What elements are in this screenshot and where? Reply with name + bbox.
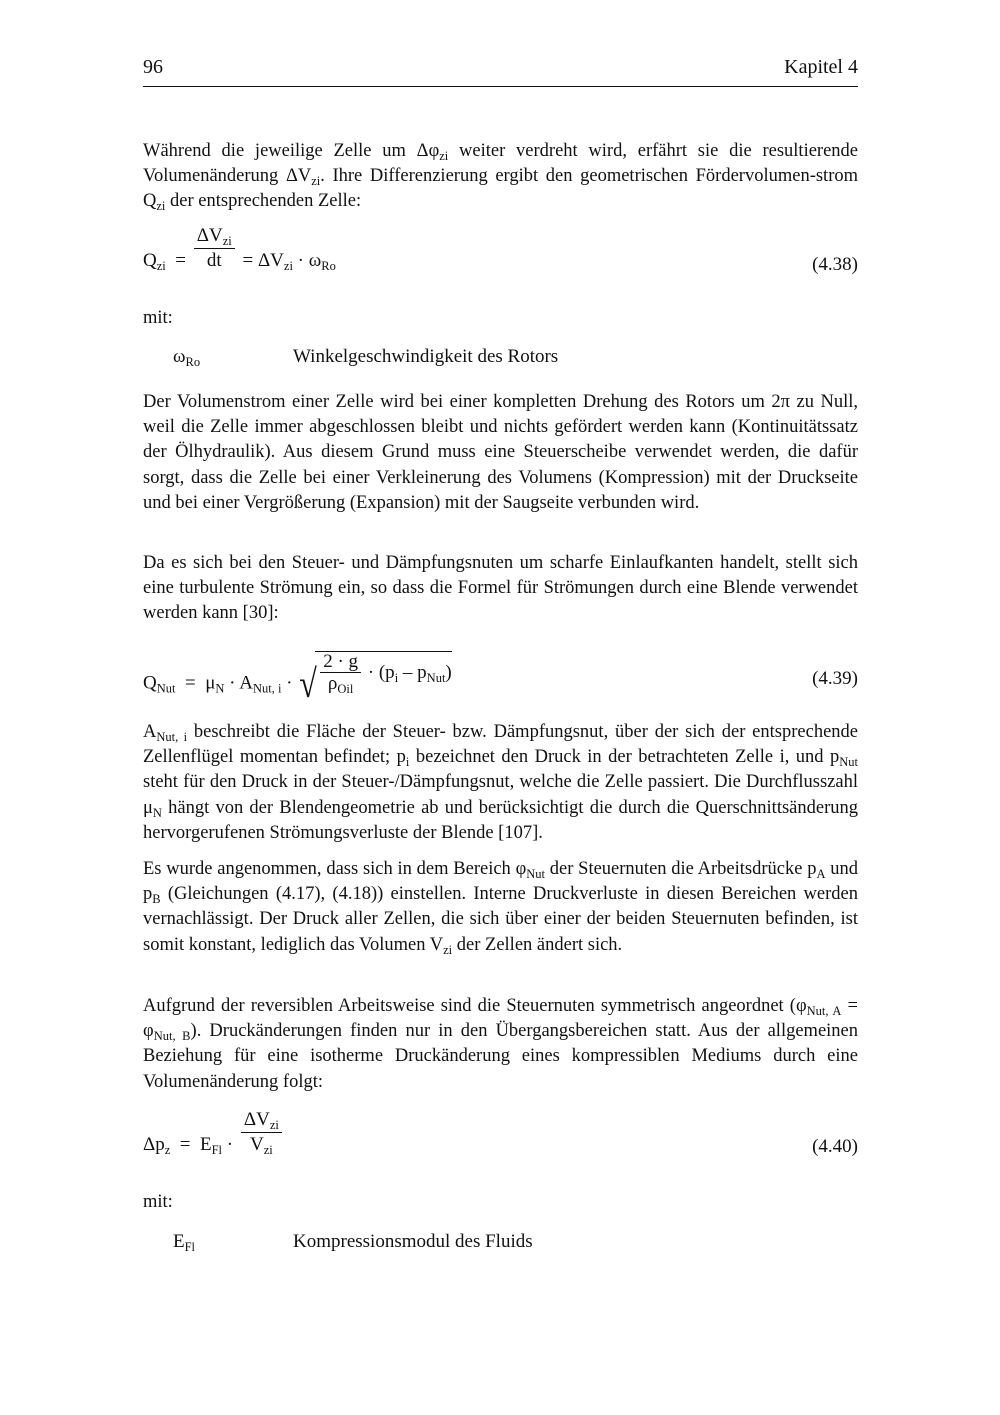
paragraph-5: Es wurde angenommen, dass sich in dem Bereich $\varphi_{Nut}$ der Steuernuten die Arbeitsdrücke $p_A$ und $p_B$ (Gleichungen (4.17), (4.18)) einstellen. Interne Druckverluste in diesen Bereichen werden vernachlässigt. Der Druck aller Zellen, die sich über einer der beiden Steuernuten befinden, ist somit konstant, lediglich das Volumen $V_{zi}$ der Zellen ändert sich.	[143, 859, 858, 957]
symbol-e-fl: $E_{Fl}$	[173, 1231, 196, 1254]
symbol-omega-ro: $\omega_{Ro}$	[173, 346, 201, 369]
paragraph-1: Während die jeweilige Zelle um $\Delta\varphi_{zi}$ weiter verdreht wird, erfährt sie die resultierende Volumenänderung $\Delta V_{zi}$. Ihre Differenzierung ergibt den geometrischen Fördervolumen-strom $Q_{zi}$ der entsprechenden Zelle:	[143, 141, 859, 214]
fraction: $\frac{\Delta V_{zi}}{dt}$	[194, 224, 235, 273]
equation-number: (4.38)	[812, 254, 858, 275]
fraction: $\frac{\Delta V_{zi}}{V_{zi}}$	[241, 1108, 282, 1157]
symbol-description: Kompressionsmodul des Fluids	[293, 1231, 533, 1252]
equation-4-39: $Q_{Nut} = \mu_N \cdot A_{Nut, i}$ · √ $\frac{2 \cdot g}{\rho_{Oil}}$ · $(p_i - p_{Nut})$ (4.39)	[143, 651, 858, 706]
paragraph-4: $A_{Nut, i}$ beschreibt die Fläche der Steuer- bzw. Dämpfungsnut, über der sich der entsprechende Zellenflügel momentan befindet; $p_i$ bezeichnet den Druck in der betrachteten Zelle i, und $p_{Nut}$ steht für den Druck in der Steuer-/Dämpfungsnut, welche die Zelle passiert. Die Durchflusszahl $\mu_N$ hängt von der Blendengeometrie ab und berücksichtigt die durch die Querschnittsänderung hervorgerufenen Strömungsverluste der Blende [107].	[143, 722, 859, 843]
chapter-title: Kapitel 4	[784, 56, 858, 78]
page-number: 96	[143, 56, 163, 78]
square-root-icon: √	[299, 661, 318, 706]
paragraph-2: Der Volumenstrom einer Zelle wird bei einer kompletten Drehung des Rotors um 2π zu Null, weil die Zelle immer abgeschlossen bleibt und nichts gefördert werden kann (Kontinuitätssatz der Ölhydraulik). Aus diesem Grund muss eine Steuerscheibe verwendet werden, die dafür sorgt, dass die Zelle bei einer Verkleinerung des Volumens (Kompression) mit der Druckseite und bei einer Vergrößerung (Expansion) mit der Saugseite verbunden wird.	[143, 392, 858, 513]
paragraph-6: Aufgrund der reversiblen Arbeitsweise sind die Steuernuten symmetrisch angeordnet $(\varphi_{Nut, A} = \varphi_{Nut, B})$. Druckänderungen finden nur in den Übergangsbereichen statt. Aus der allgemeinen Beziehung für eine isotherme Druckänderung eines kompressiblen Mediums durch eine Volumenänderung folgt:	[143, 996, 859, 1092]
mit-label-2: mit:	[143, 1192, 173, 1212]
mit-label-1: mit:	[143, 308, 173, 328]
radicand: $\frac{2 \cdot g}{\rho_{Oil}}$ · $(p_i - p_{Nut})$	[315, 651, 452, 695]
page-header	[143, 56, 858, 87]
symbol-description: Winkelgeschwindigkeit des Rotors	[293, 346, 559, 367]
equation-number: (4.40)	[812, 1136, 858, 1157]
equation-number: (4.39)	[812, 668, 858, 689]
equation-4-38: $Q_{zi}$ = $\frac{\Delta V_{zi}}{dt}$ = $\Delta V_{zi} \cdot \omega_{Ro}$ (4.38)	[143, 225, 858, 275]
equation-4-40: $\Delta p_z = E_{Fl}$ · $\frac{\Delta V_{zi}}{V_{zi}}$ (4.40)	[143, 1109, 858, 1158]
paragraph-3: Da es sich bei den Steuer- und Dämpfungsnuten um scharfe Einlaufkanten handelt, stellt sich eine turbulente Strömung ein, so dass die Formel für Strömungen durch eine Blende verwendet werden kann [30]:	[143, 553, 858, 624]
